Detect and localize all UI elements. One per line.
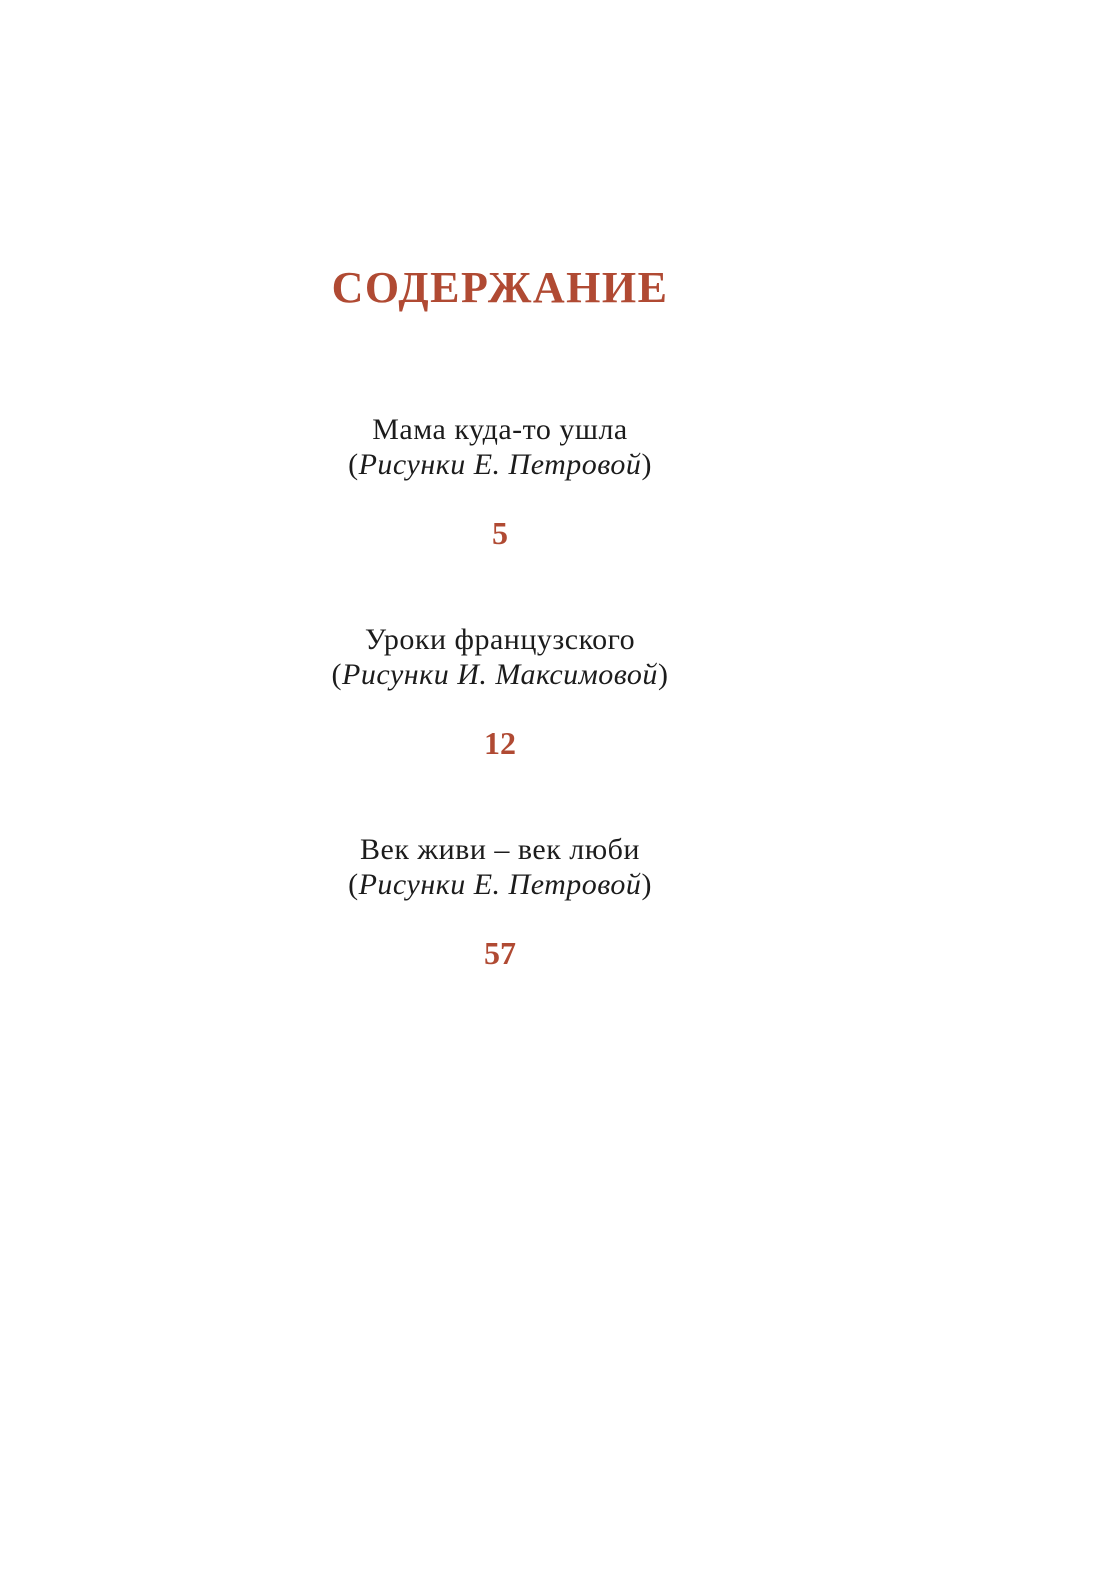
toc-entry xyxy=(200,622,800,761)
toc-entry xyxy=(200,832,800,971)
entry-page-number: 57 xyxy=(484,935,516,971)
credit-text: Рисунки Е. Петровой xyxy=(358,448,642,481)
entry-page-number: 5 xyxy=(492,515,508,551)
toc-entry xyxy=(200,412,800,551)
entry-title: Уроки французского xyxy=(364,623,636,656)
credit-open-paren: ( xyxy=(331,658,343,691)
credit-open-paren: ( xyxy=(348,448,359,481)
entry-credit xyxy=(200,447,800,482)
entry-title: Мама куда-то ушла xyxy=(372,413,628,446)
credit-open-paren: ( xyxy=(348,868,359,901)
credit-close-paren: ) xyxy=(641,868,652,901)
entry-credit xyxy=(200,867,800,902)
credit-close-paren: ) xyxy=(641,448,652,481)
credit-text: Рисунки И. Максимовой xyxy=(342,658,658,691)
credit-close-paren: ) xyxy=(657,658,669,691)
entry-credit xyxy=(200,657,800,692)
toc-heading: СОДЕРЖАНИЕ xyxy=(331,263,669,312)
entry-title: Век живи – век люби xyxy=(360,833,640,866)
entry-page-number: 12 xyxy=(484,725,516,761)
credit-text: Рисунки Е. Петровой xyxy=(358,868,642,901)
